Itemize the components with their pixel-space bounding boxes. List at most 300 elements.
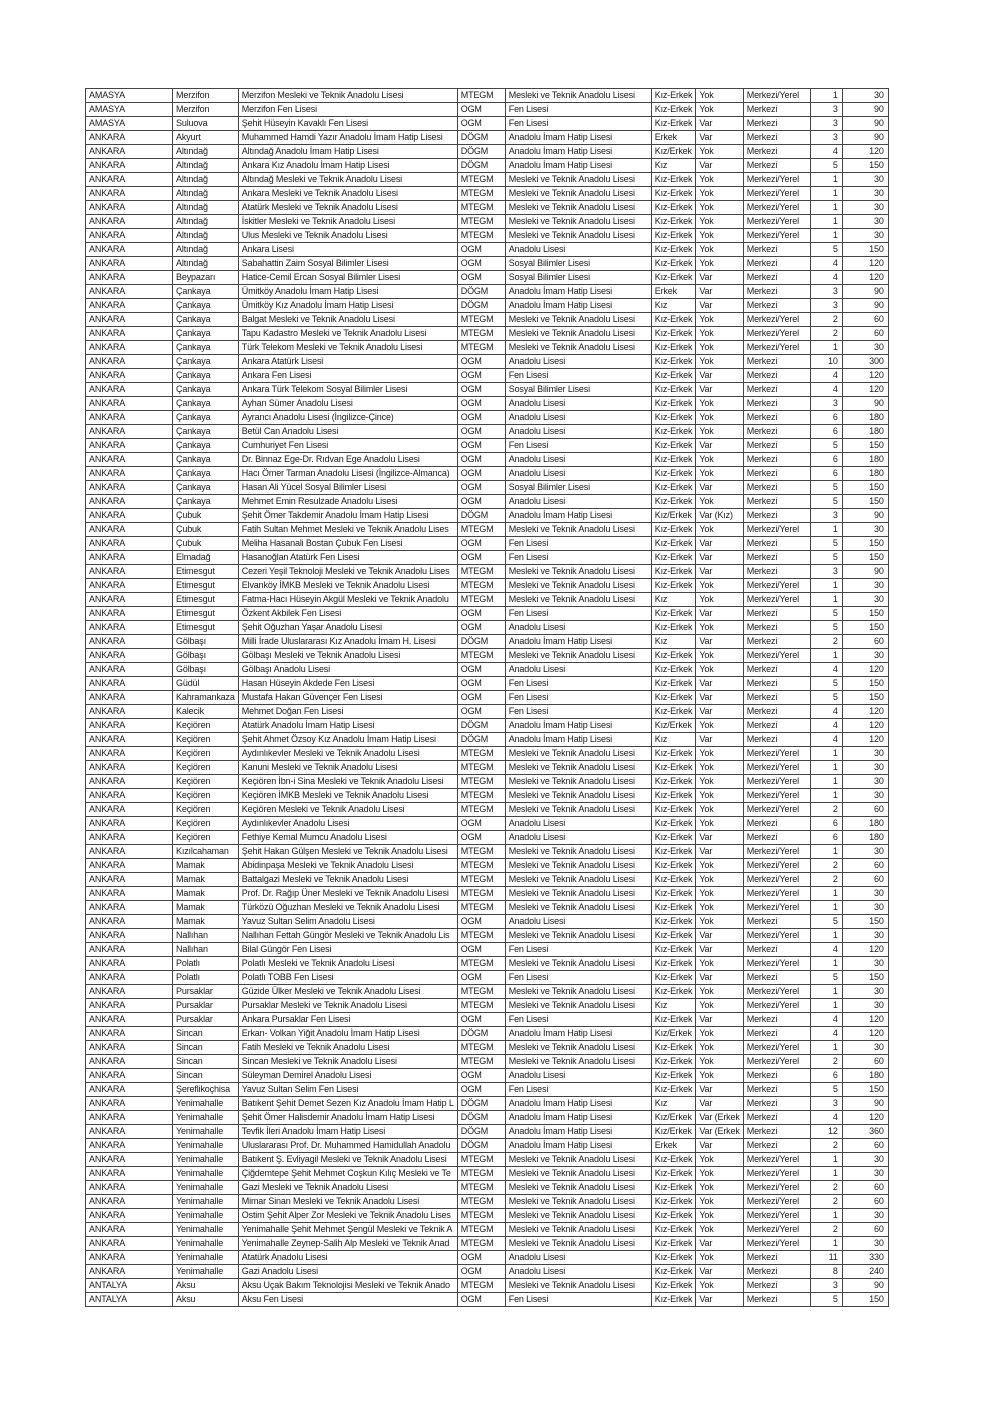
cell-placement_type: Merkezi/Yerel [743, 1055, 810, 1069]
cell-school_name: Batıkent Ş. Evliyagil Mesleki ve Teknik Anadolu Lisesi [238, 1153, 457, 1167]
cell-dormitory: Yok [696, 1209, 743, 1223]
cell-class_count: 3 [810, 397, 842, 411]
cell-school_type: Mesleki ve Teknik Anadolu Lisesi [505, 1279, 651, 1293]
cell-placement_type: Merkezi/Yerel [743, 593, 810, 607]
cell-province: AMASYA [86, 103, 173, 117]
cell-class_count: 11 [810, 1251, 842, 1265]
cell-gender: Kız/Erkek [651, 1125, 696, 1139]
cell-school_name: Ankara Pursaklar Fen Lisesi [238, 1013, 457, 1027]
cell-province: ANKARA [86, 915, 173, 929]
cell-school_name: Ümitköy Kız Anadolu İmam Hatip Lisesi [238, 299, 457, 313]
cell-school_type: Mesleki ve Teknik Anadolu Lisesi [505, 649, 651, 663]
cell-placement_type: Merkezi/Yerel [743, 845, 810, 859]
cell-class_count: 1 [810, 1237, 842, 1251]
cell-school_name: Ayrancı Anadolu Lisesi (İngilizce-Çince) [238, 411, 457, 425]
cell-gender: Kız [651, 999, 696, 1013]
cell-directorate: OGM [457, 943, 505, 957]
cell-province: ANKARA [86, 929, 173, 943]
cell-province: ANKARA [86, 649, 173, 663]
cell-province: ANKARA [86, 943, 173, 957]
cell-school_name: Abidinpaşa Mesleki ve Teknik Anadolu Lisesi [238, 859, 457, 873]
cell-directorate: OGM [457, 537, 505, 551]
cell-placement_type: Merkezi [743, 369, 810, 383]
cell-gender: Kız-Erkek [651, 551, 696, 565]
cell-dormitory: Yok [696, 859, 743, 873]
cell-class_count: 4 [810, 943, 842, 957]
cell-district: Yenimahalle [173, 1167, 239, 1181]
cell-school_type: Fen Lisesi [505, 439, 651, 453]
cell-school_name: Altındağ Mesleki ve Teknik Anadolu Lisesi [238, 173, 457, 187]
cell-school_name: Muhammed Hamdi Yazır Anadolu İmam Hatip Lisesi [238, 131, 457, 145]
table-row [86, 999, 889, 1013]
cell-directorate: MTEGM [457, 1223, 505, 1237]
cell-class_count: 3 [810, 103, 842, 117]
cell-directorate: MTEGM [457, 957, 505, 971]
cell-class_count: 3 [810, 117, 842, 131]
cell-province: ANKARA [86, 1251, 173, 1265]
table-row [86, 929, 889, 943]
cell-dormitory: Yok [696, 327, 743, 341]
cell-province: ANTALYA [86, 1293, 173, 1307]
cell-province: ANKARA [86, 705, 173, 719]
table-row [86, 817, 889, 831]
cell-placement_type: Merkezi/Yerel [743, 1153, 810, 1167]
cell-province: ANKARA [86, 1027, 173, 1041]
cell-district: Çankaya [173, 327, 239, 341]
cell-district: Altındağ [173, 201, 239, 215]
cell-province: ANKARA [86, 565, 173, 579]
cell-gender: Kız-Erkek [651, 103, 696, 117]
cell-quota: 150 [842, 481, 888, 495]
cell-dormitory: Var [696, 1013, 743, 1027]
cell-directorate: DÖGM [457, 509, 505, 523]
cell-dormitory: Var [696, 299, 743, 313]
cell-district: Çankaya [173, 341, 239, 355]
cell-district: Güdül [173, 677, 239, 691]
cell-school_name: Hasanoğlan Atatürk Fen Lisesi [238, 551, 457, 565]
cell-school_type: Anadolu İmam Hatip Lisesi [505, 635, 651, 649]
cell-dormitory: Yok [696, 467, 743, 481]
table-row [86, 677, 889, 691]
cell-gender: Kız-Erkek [651, 845, 696, 859]
cell-gender: Kız-Erkek [651, 439, 696, 453]
cell-quota: 90 [842, 299, 888, 313]
table-row [86, 341, 889, 355]
cell-dormitory: Var [696, 831, 743, 845]
cell-dormitory: Var [696, 481, 743, 495]
cell-quota: 180 [842, 467, 888, 481]
cell-province: ANKARA [86, 1111, 173, 1125]
cell-directorate: MTEGM [457, 1055, 505, 1069]
cell-quota: 150 [842, 971, 888, 985]
cell-dormitory: Yok [696, 1069, 743, 1083]
cell-quota: 60 [842, 803, 888, 817]
table-row [86, 1251, 889, 1265]
cell-dormitory: Var [696, 845, 743, 859]
cell-gender: Kız/Erkek [651, 509, 696, 523]
cell-class_count: 1 [810, 173, 842, 187]
table-row [86, 663, 889, 677]
cell-province: ANKARA [86, 1209, 173, 1223]
cell-placement_type: Merkezi/Yerel [743, 901, 810, 915]
table-row [86, 215, 889, 229]
cell-dormitory: Yok [696, 621, 743, 635]
cell-placement_type: Merkezi [743, 565, 810, 579]
cell-directorate: MTEGM [457, 313, 505, 327]
cell-quota: 150 [842, 1083, 888, 1097]
cell-gender: Kız-Erkek [651, 313, 696, 327]
table-row [86, 1195, 889, 1209]
cell-district: Yenimahalle [173, 1111, 239, 1125]
table-row [86, 943, 889, 957]
cell-district: Çankaya [173, 439, 239, 453]
cell-dormitory: Yok [696, 1223, 743, 1237]
cell-district: Polatlı [173, 957, 239, 971]
cell-dormitory: Yok [696, 187, 743, 201]
cell-placement_type: Merkezi [743, 355, 810, 369]
cell-quota: 30 [842, 1237, 888, 1251]
cell-school_type: Mesleki ve Teknik Anadolu Lisesi [505, 229, 651, 243]
cell-school_type: Anadolu İmam Hatip Lisesi [505, 719, 651, 733]
cell-quota: 90 [842, 397, 888, 411]
cell-directorate: OGM [457, 677, 505, 691]
cell-class_count: 1 [810, 649, 842, 663]
cell-directorate: MTEGM [457, 327, 505, 341]
cell-school_name: Fatih Sultan Mehmet Mesleki ve Teknik Anadolu Lises [238, 523, 457, 537]
cell-gender: Kız-Erkek [651, 565, 696, 579]
cell-directorate: MTEGM [457, 803, 505, 817]
cell-province: ANKARA [86, 1083, 173, 1097]
cell-directorate: DÖGM [457, 1027, 505, 1041]
cell-district: Çankaya [173, 495, 239, 509]
cell-quota: 30 [842, 173, 888, 187]
cell-dormitory: Var [696, 565, 743, 579]
cell-quota: 90 [842, 285, 888, 299]
cell-district: Sincan [173, 1069, 239, 1083]
cell-placement_type: Merkezi [743, 145, 810, 159]
table-row [86, 1111, 889, 1125]
cell-district: Yenimahalle [173, 1097, 239, 1111]
cell-province: ANKARA [86, 873, 173, 887]
cell-school_name: Şehit Hakan Gülşen Mesleki ve Teknik Anadolu Lisesi [238, 845, 457, 859]
cell-district: Keçiören [173, 803, 239, 817]
table-row [86, 439, 889, 453]
cell-placement_type: Merkezi [743, 635, 810, 649]
cell-school_name: Şehit Ömer Takdemir Anadolu İmam Hatip Lisesi [238, 509, 457, 523]
cell-directorate: MTEGM [457, 523, 505, 537]
table-row [86, 523, 889, 537]
cell-class_count: 5 [810, 551, 842, 565]
table-row [86, 971, 889, 985]
cell-province: ANKARA [86, 439, 173, 453]
cell-gender: Kız-Erkek [651, 663, 696, 677]
cell-class_count: 1 [810, 187, 842, 201]
cell-dormitory: Var (Erkek [696, 1125, 743, 1139]
cell-school_type: Fen Lisesi [505, 103, 651, 117]
cell-district: Çankaya [173, 397, 239, 411]
cell-dormitory: Var [696, 551, 743, 565]
cell-province: ANKARA [86, 145, 173, 159]
cell-placement_type: Merkezi [743, 481, 810, 495]
cell-province: ANKARA [86, 691, 173, 705]
cell-district: Çankaya [173, 411, 239, 425]
table-row [86, 1279, 889, 1293]
cell-gender: Kız-Erkek [651, 1153, 696, 1167]
cell-directorate: OGM [457, 1013, 505, 1027]
cell-school_type: Mesleki ve Teknik Anadolu Lisesi [505, 761, 651, 775]
cell-district: Keçiören [173, 719, 239, 733]
table-row [86, 89, 889, 103]
cell-dormitory: Var [696, 677, 743, 691]
cell-placement_type: Merkezi [743, 621, 810, 635]
cell-school_type: Mesleki ve Teknik Anadolu Lisesi [505, 327, 651, 341]
cell-class_count: 5 [810, 243, 842, 257]
cell-directorate: DÖGM [457, 1125, 505, 1139]
cell-class_count: 3 [810, 285, 842, 299]
cell-dormitory: Yok [696, 1279, 743, 1293]
cell-school_type: Mesleki ve Teknik Anadolu Lisesi [505, 873, 651, 887]
cell-school_name: Özkent Akbilek Fen Lisesi [238, 607, 457, 621]
cell-school_type: Mesleki ve Teknik Anadolu Lisesi [505, 803, 651, 817]
table-row [86, 691, 889, 705]
cell-province: ANKARA [86, 131, 173, 145]
cell-gender: Kız-Erkek [651, 1167, 696, 1181]
cell-placement_type: Merkezi/Yerel [743, 89, 810, 103]
cell-school_type: Mesleki ve Teknik Anadolu Lisesi [505, 565, 651, 579]
cell-gender: Kız-Erkek [651, 1013, 696, 1027]
cell-province: ANKARA [86, 411, 173, 425]
cell-dormitory: Yok [696, 593, 743, 607]
cell-gender: Kız-Erkek [651, 397, 696, 411]
cell-province: ANKARA [86, 887, 173, 901]
table-row [86, 873, 889, 887]
cell-placement_type: Merkezi/Yerel [743, 775, 810, 789]
cell-directorate: MTEGM [457, 215, 505, 229]
cell-school_type: Anadolu İmam Hatip Lisesi [505, 1111, 651, 1125]
cell-gender: Kız-Erkek [651, 789, 696, 803]
cell-gender: Kız-Erkek [651, 537, 696, 551]
table-row [86, 1083, 889, 1097]
cell-class_count: 1 [810, 593, 842, 607]
cell-district: Mamak [173, 859, 239, 873]
cell-dormitory: Yok [696, 397, 743, 411]
cell-school_type: Anadolu İmam Hatip Lisesi [505, 1027, 651, 1041]
cell-dormitory: Yok [696, 817, 743, 831]
cell-directorate: MTEGM [457, 201, 505, 215]
cell-class_count: 3 [810, 1097, 842, 1111]
cell-district: Altındağ [173, 229, 239, 243]
cell-school_name: Yenimahalle Zeynep-Salih Alp Mesleki ve Teknik Anad [238, 1237, 457, 1251]
cell-placement_type: Merkezi [743, 131, 810, 145]
cell-directorate: MTEGM [457, 187, 505, 201]
cell-gender: Kız-Erkek [651, 649, 696, 663]
cell-quota: 180 [842, 831, 888, 845]
cell-school_type: Fen Lisesi [505, 705, 651, 719]
table-row [86, 453, 889, 467]
cell-directorate: OGM [457, 817, 505, 831]
cell-school_name: Altındağ Anadolu İmam Hatip Lisesi [238, 145, 457, 159]
cell-school_name: Yenimahalle Şehit Mehmet Şengül Mesleki ve Teknik A [238, 1223, 457, 1237]
cell-school_name: Betül Can Anadolu Lisesi [238, 425, 457, 439]
cell-province: ANKARA [86, 1013, 173, 1027]
cell-dormitory: Yok [696, 355, 743, 369]
cell-province: ANKARA [86, 159, 173, 173]
cell-province: ANKARA [86, 1237, 173, 1251]
cell-directorate: OGM [457, 1293, 505, 1307]
cell-quota: 30 [842, 523, 888, 537]
cell-quota: 120 [842, 733, 888, 747]
cell-province: ANKARA [86, 1055, 173, 1069]
cell-gender: Kız-Erkek [651, 705, 696, 719]
cell-province: ANKARA [86, 901, 173, 915]
cell-quota: 120 [842, 1111, 888, 1125]
table-row [86, 1181, 889, 1195]
cell-class_count: 1 [810, 999, 842, 1013]
cell-quota: 90 [842, 131, 888, 145]
cell-school_type: Mesleki ve Teknik Anadolu Lisesi [505, 929, 651, 943]
cell-placement_type: Merkezi [743, 1083, 810, 1097]
cell-quota: 120 [842, 1013, 888, 1027]
table-row [86, 1265, 889, 1279]
cell-gender: Kız-Erkek [651, 467, 696, 481]
cell-dormitory: Var [696, 943, 743, 957]
cell-directorate: OGM [457, 551, 505, 565]
cell-school_type: Mesleki ve Teknik Anadolu Lisesi [505, 341, 651, 355]
cell-class_count: 2 [810, 859, 842, 873]
cell-dormitory: Yok [696, 579, 743, 593]
cell-placement_type: Merkezi [743, 103, 810, 117]
cell-directorate: OGM [457, 243, 505, 257]
cell-province: ANKARA [86, 215, 173, 229]
cell-dormitory: Var [696, 439, 743, 453]
cell-quota: 150 [842, 243, 888, 257]
cell-gender: Kız-Erkek [651, 341, 696, 355]
cell-school_type: Mesleki ve Teknik Anadolu Lisesi [505, 187, 651, 201]
cell-province: ANKARA [86, 397, 173, 411]
cell-school_type: Anadolu Lisesi [505, 495, 651, 509]
cell-dormitory: Yok [696, 495, 743, 509]
cell-gender: Kız-Erkek [651, 747, 696, 761]
cell-school_type: Mesleki ve Teknik Anadolu Lisesi [505, 215, 651, 229]
table-row [86, 467, 889, 481]
cell-school_type: Anadolu Lisesi [505, 1251, 651, 1265]
cell-school_name: Güzide Ülker Mesleki ve Teknik Anadolu Lisesi [238, 985, 457, 999]
cell-school_type: Anadolu İmam Hatip Lisesi [505, 131, 651, 145]
cell-school_name: Battalgazi Mesleki ve Teknik Anadolu Lisesi [238, 873, 457, 887]
cell-gender: Kız-Erkek [651, 761, 696, 775]
cell-province: ANKARA [86, 859, 173, 873]
cell-placement_type: Merkezi [743, 663, 810, 677]
cell-class_count: 4 [810, 271, 842, 285]
cell-province: ANKARA [86, 257, 173, 271]
cell-quota: 180 [842, 1069, 888, 1083]
cell-directorate: MTEGM [457, 845, 505, 859]
cell-school_type: Anadolu Lisesi [505, 243, 651, 257]
cell-placement_type: Merkezi [743, 453, 810, 467]
cell-directorate: MTEGM [457, 929, 505, 943]
cell-school_name: Ümitköy Anadolu İmam Hatip Lisesi [238, 285, 457, 299]
table-row [86, 187, 889, 201]
cell-district: Çankaya [173, 285, 239, 299]
cell-class_count: 2 [810, 313, 842, 327]
cell-directorate: MTEGM [457, 1167, 505, 1181]
cell-directorate: MTEGM [457, 649, 505, 663]
table-row [86, 355, 889, 369]
cell-gender: Kız-Erkek [651, 691, 696, 705]
cell-school_type: Fen Lisesi [505, 943, 651, 957]
cell-province: ANKARA [86, 369, 173, 383]
table-row [86, 775, 889, 789]
cell-province: ANKARA [86, 985, 173, 999]
cell-class_count: 3 [810, 131, 842, 145]
cell-province: ANKARA [86, 747, 173, 761]
cell-class_count: 6 [810, 831, 842, 845]
cell-province: AMASYA [86, 117, 173, 131]
table-row [86, 607, 889, 621]
cell-gender: Kız-Erkek [651, 803, 696, 817]
cell-province: ANKARA [86, 999, 173, 1013]
table-row [86, 327, 889, 341]
cell-gender: Kız [651, 299, 696, 313]
cell-province: ANKARA [86, 229, 173, 243]
table-row [86, 173, 889, 187]
cell-school_type: Anadolu Lisesi [505, 1069, 651, 1083]
cell-gender: Kız-Erkek [651, 817, 696, 831]
cell-school_name: Ostim Şehit Alper Zor Mesleki ve Teknik Anadolu Lises [238, 1209, 457, 1223]
cell-dormitory: Yok [696, 215, 743, 229]
cell-class_count: 2 [810, 873, 842, 887]
cell-dormitory: Var [696, 607, 743, 621]
cell-quota: 30 [842, 579, 888, 593]
cell-dormitory: Yok [696, 775, 743, 789]
cell-gender: Kız-Erkek [651, 201, 696, 215]
table-row [86, 761, 889, 775]
cell-school_type: Anadolu Lisesi [505, 397, 651, 411]
cell-quota: 120 [842, 663, 888, 677]
table-row [86, 859, 889, 873]
cell-quota: 90 [842, 565, 888, 579]
cell-gender: Kız-Erkek [651, 1251, 696, 1265]
cell-dormitory: Var [696, 635, 743, 649]
cell-dormitory: Yok [696, 803, 743, 817]
cell-placement_type: Merkezi [743, 243, 810, 257]
cell-placement_type: Merkezi [743, 411, 810, 425]
cell-province: ANKARA [86, 537, 173, 551]
cell-district: Etimesgut [173, 593, 239, 607]
cell-gender: Kız-Erkek [651, 1223, 696, 1237]
cell-dormitory: Var (Erkek [696, 1111, 743, 1125]
cell-school_name: Mehmet Doğan Fen Lisesi [238, 705, 457, 719]
cell-directorate: MTEGM [457, 1237, 505, 1251]
cell-directorate: OGM [457, 117, 505, 131]
cell-district: Keçiören [173, 789, 239, 803]
cell-dormitory: Var [696, 537, 743, 551]
cell-school_type: Mesleki ve Teknik Anadolu Lisesi [505, 1167, 651, 1181]
cell-gender: Kız-Erkek [651, 411, 696, 425]
cell-district: Çankaya [173, 355, 239, 369]
cell-school_type: Anadolu Lisesi [505, 831, 651, 845]
cell-district: Çankaya [173, 383, 239, 397]
cell-province: ANKARA [86, 1167, 173, 1181]
cell-class_count: 6 [810, 817, 842, 831]
cell-gender: Kız [651, 635, 696, 649]
cell-directorate: MTEGM [457, 985, 505, 999]
cell-class_count: 3 [810, 509, 842, 523]
cell-school_type: Anadolu İmam Hatip Lisesi [505, 299, 651, 313]
cell-quota: 30 [842, 1153, 888, 1167]
cell-gender: Kız-Erkek [651, 621, 696, 635]
table-row [86, 425, 889, 439]
